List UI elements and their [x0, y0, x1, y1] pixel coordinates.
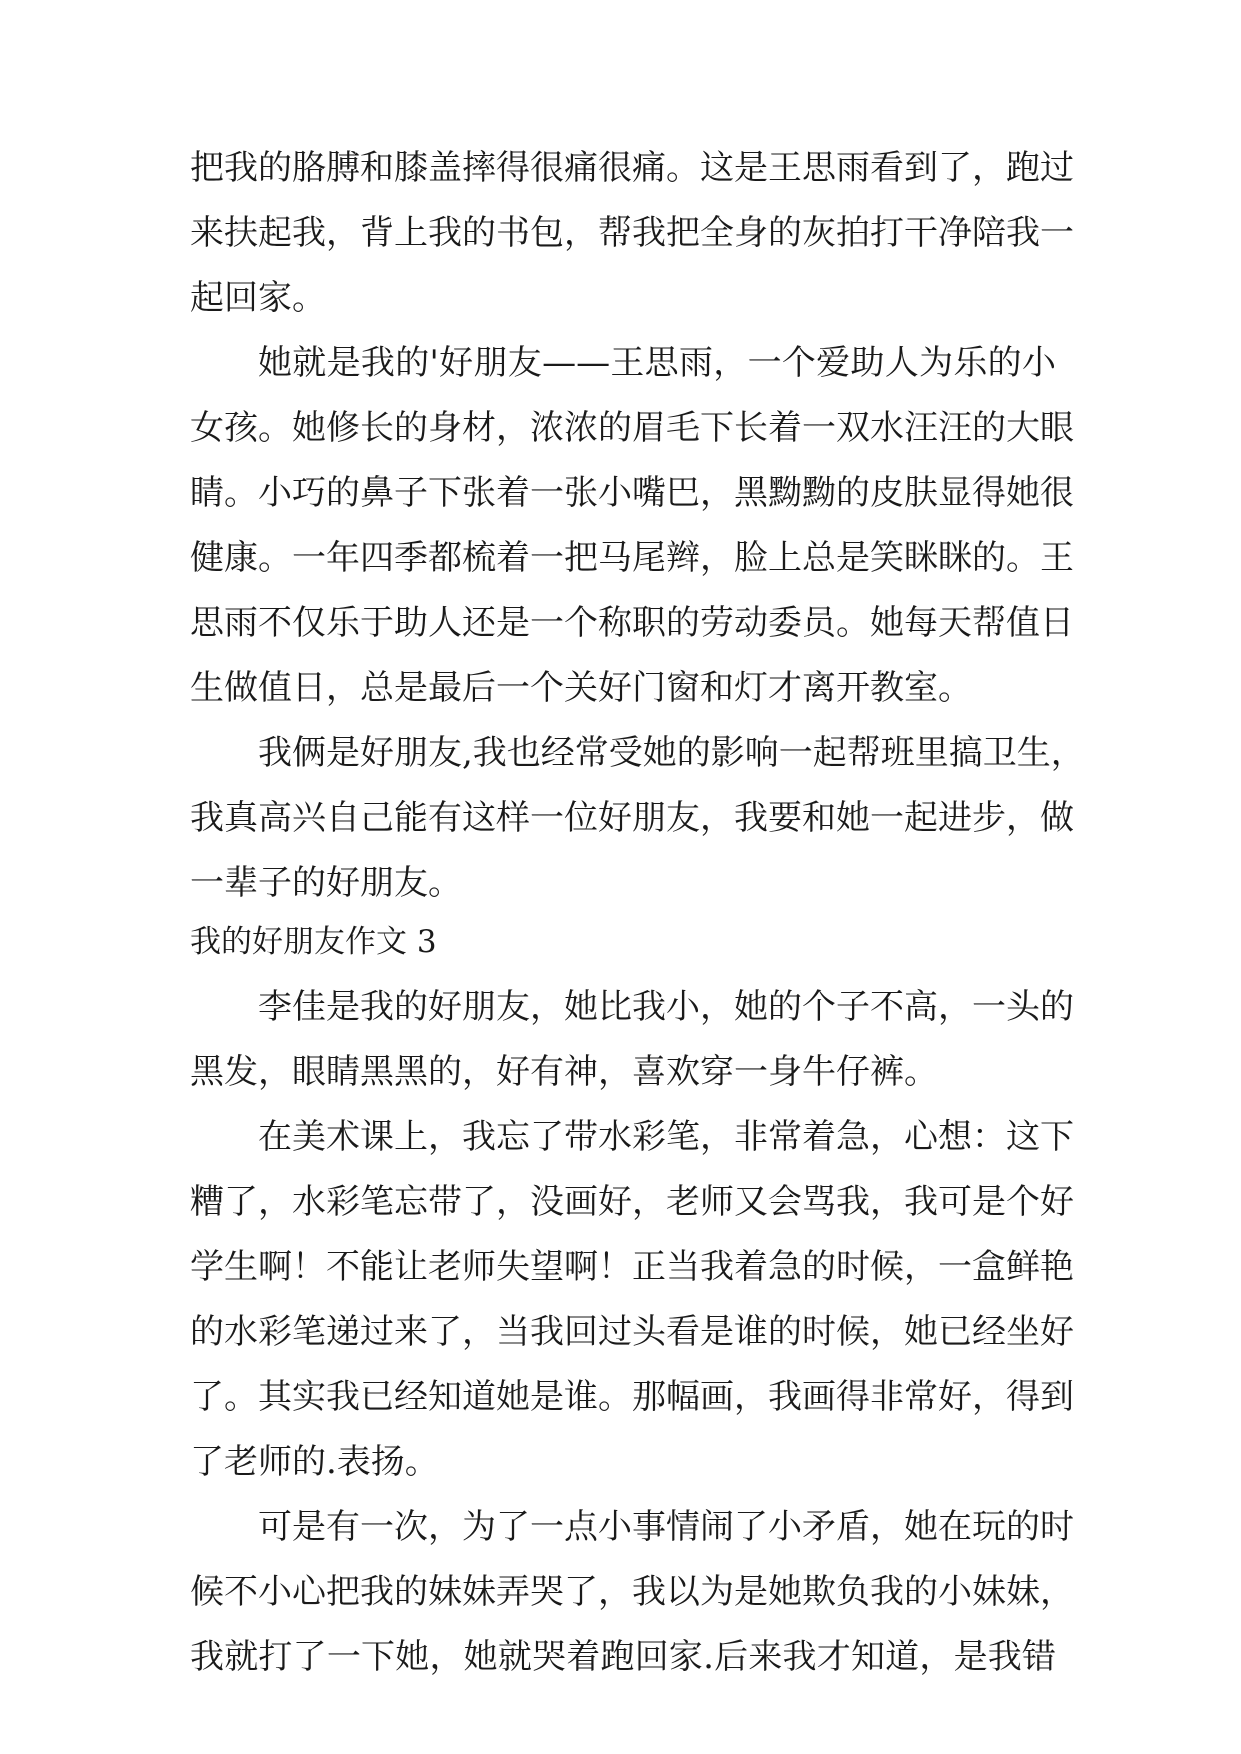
text-line: 我就打了一下她，她就哭着跑回家.后来我才知道，是我错: [190, 1637, 1056, 1677]
text-line: 我俩是好朋友,我也经常受她的影响一起帮班里搞卫生，: [258, 733, 1085, 773]
text-line: 了老师的.表扬。: [190, 1442, 439, 1482]
text-line: 生做值日，总是最后一个关好门窗和灯才离开教室。: [190, 668, 972, 708]
paragraph: [190, 1105, 1074, 1495]
paragraph: [190, 721, 1085, 916]
text-line: 李佳是我的好朋友，她比我小，她的个子不高，一头的: [258, 987, 1074, 1027]
text-line: 的水彩笔递过来了，当我回过头看是谁的时候，她已经坐好: [190, 1312, 1074, 1352]
text-line: 女孩。她修长的身材，浓浓的眉毛下长着一双水汪汪的大眼: [190, 408, 1074, 448]
text-line: 睛。小巧的鼻子下张着一张小嘴巴，黑黝黝的皮肤显得她很: [190, 473, 1074, 513]
paragraph: [190, 1495, 1074, 1690]
text-line: 健康。一年四季都梳着一把马尾辫，脸上总是笑眯眯的。王: [190, 538, 1074, 578]
text-line: 把我的胳膊和膝盖摔得很痛很痛。这是王思雨看到了，跑过: [190, 148, 1074, 188]
document-page: [190, 136, 1085, 1690]
paragraph: [190, 136, 1074, 331]
text-line: 一辈子的好朋友。: [190, 863, 462, 903]
section-heading: 我的好朋友作文 3: [190, 924, 437, 960]
text-line: 糟了，水彩笔忘带了，没画好，老师又会骂我，我可是个好: [190, 1182, 1074, 1222]
text-line: 在美术课上，我忘了带水彩笔，非常着急，心想：这下: [258, 1117, 1074, 1157]
text-line: 她就是我的'好朋友——王思雨，一个爱助人为乐的小: [258, 343, 1056, 383]
text-line: 了。其实我已经知道她是谁。那幅画，我画得非常好，得到: [190, 1377, 1074, 1417]
text-line: 候不小心把我的妹妹弄哭了，我以为是她欺负我的小妹妹，: [190, 1572, 1074, 1612]
text-line: 我真高兴自己能有这样一位好朋友，我要和她一起进步，做: [190, 798, 1074, 838]
text-line: 思雨不仅乐于助人还是一个称职的劳动委员。她每天帮值日: [190, 603, 1074, 643]
text-line: 起回家。: [190, 278, 326, 318]
text-line: 可是有一次，为了一点小事情闹了小矛盾，她在玩的时: [258, 1507, 1074, 1547]
text-line: 来扶起我，背上我的书包，帮我把全身的灰拍打干净陪我一: [190, 213, 1074, 253]
text-line: 学生啊！不能让老师失望啊！正当我着急的时候，一盒鲜艳: [190, 1247, 1074, 1287]
text-line: 黑发，眼睛黑黑的，好有神，喜欢穿一身牛仔裤。: [190, 1052, 938, 1092]
paragraph: [190, 331, 1074, 721]
paragraph: [190, 975, 1074, 1105]
